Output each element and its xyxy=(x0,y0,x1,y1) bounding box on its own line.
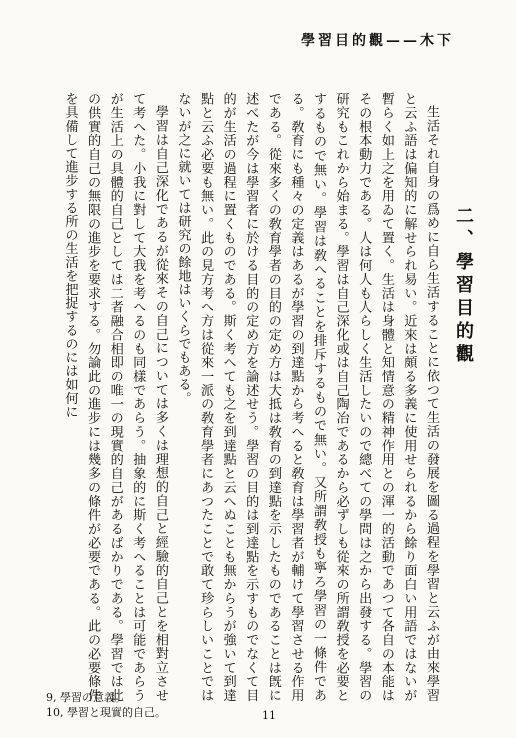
footnotes xyxy=(46,690,166,720)
paragraph: 學習は自己深化であるが從來その自己については多くは理想的自己と經驗的自己とを相對立させて考へた。小我に對して大我を考へるのも同樣であらう。抽象的に斯く考へることは可能であらうが生活上の具體的自己としては二者融合相即の唯一の現實的自己があるばかりである。學習では此の供實的自己の無限の進步を要求する。勿論此の進步には幾多の條件が必要である。此の必要條件を具備して進步する所の生活を把捉するのには如何に xyxy=(62,92,168,702)
body-text xyxy=(32,92,442,702)
page-number: 11 xyxy=(262,709,276,722)
footnote: 10, 學習と現實的自己。 xyxy=(46,706,166,719)
running-head: 學習目的觀——木下 xyxy=(301,33,454,49)
section-heading: 二、學習目的觀 xyxy=(453,206,474,367)
paragraph: 生活それ自身の爲めに自ら生活することに依つて生活の發展を圖る過程を學習と云ふが由來學習と云ふ語は偏知的に解せられ易い。近來は頗る多義に使用せられるから餘り面白い用語ではないが暫らく如上之を用ゐて置く。生活は身體と知情意の精神作用との渾一的活動であつて各自の本能はその根本動力である。人は何人も人らしく生活したいので總べての學問は之から出發する。學習の研究もこれから始まる。學習は自己深化或は自己陶冶であるから必ずしも從來の所謂敎授を必要とするもので無い。學習は敎へることを排斥するもので無い。又所謂敎授も寧ろ學習の一條件である。敎育にも種々の定義はあるが學習の到達點から考へると敎育は學習者が輔けて學習させる作用である。從來多くの敎育學者の目的の定め方は大抵は敎育の到達點を示したものであることは旣に述べたが今は學習者に於ける目的の定め方を論述せう。學習の目的は到達點を示すものでなくて目的が生活の過程に置くものである。斯く考へても之を到達點と云へぬことも無からうが強いて到達點と云ふ必要も無い。此の見方考へ方は從來一派の敎育學者にあつたことで敢て珍らしいことではないが之に就いては研究の餘地はいくらでもある。 xyxy=(175,92,439,702)
footnote: 9, 學習の意義。 xyxy=(46,691,126,704)
